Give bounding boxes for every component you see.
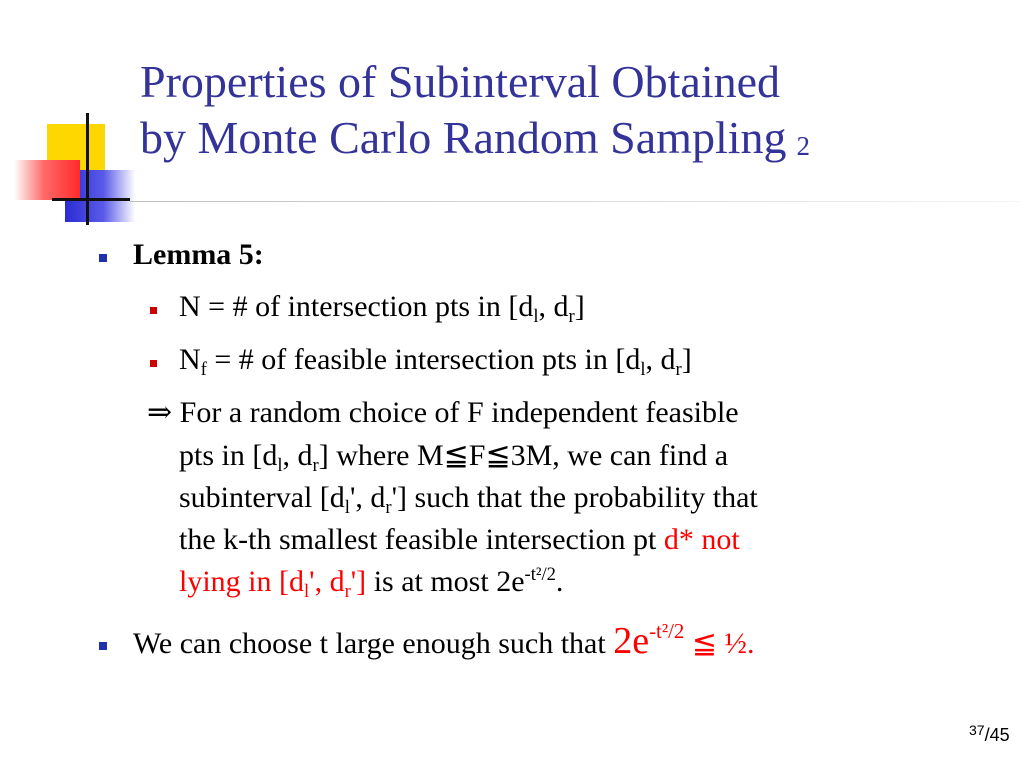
item2-sub-r: r	[675, 359, 682, 380]
page-total: /45	[984, 725, 1010, 745]
red-square	[14, 160, 80, 200]
title-underline	[130, 201, 1020, 202]
item2-end: ]	[681, 343, 692, 376]
vertical-rule	[86, 113, 89, 225]
implication-line-2	[179, 438, 728, 474]
title-suffix: 2	[796, 131, 811, 161]
implication-text-1: For a random choice of F independent feasible	[172, 396, 739, 429]
impl3-a: subinterval [d	[179, 481, 345, 514]
item1-sub-l: l	[533, 306, 539, 327]
page-number	[969, 722, 1010, 746]
page-current: 37	[969, 722, 985, 738]
item2-sub-f: f	[200, 359, 207, 380]
lemma-item-1	[179, 289, 585, 325]
lemma-heading: Lemma 5:	[133, 238, 264, 271]
impl3-sub-l: l	[344, 497, 350, 518]
formula-base: 2e	[613, 620, 650, 662]
impl5-b: is at most 2e	[366, 565, 525, 598]
impl2-a: pts in [d	[179, 439, 278, 472]
impl5-red-sub-l: l	[304, 581, 310, 602]
item1-end: ]	[574, 290, 585, 323]
impl5-red-b: ', d	[309, 565, 345, 598]
impl2-sub-l: l	[277, 455, 283, 476]
impl5-red-a: lying in [d	[179, 565, 304, 598]
item2-prefix: N	[179, 343, 201, 376]
item1-sub-r: r	[568, 306, 575, 327]
horizontal-rule	[52, 198, 130, 201]
title-line-2-text: by Monte Carlo Random Sampling	[140, 112, 787, 163]
conclusion-formula	[613, 620, 684, 662]
implication-line-3	[179, 480, 758, 516]
slide-title	[140, 54, 1000, 174]
corner-logo-decoration	[0, 0, 140, 230]
conclusion-text: We can choose t large enough such that	[133, 627, 614, 660]
title-line-2	[140, 110, 1000, 174]
sub-bullet-marker	[150, 360, 157, 367]
impl3-b: ', d	[349, 481, 386, 514]
impl5-sup: -t²/2	[524, 564, 556, 585]
item1-mid: , d	[538, 290, 569, 323]
title-line-1: Properties of Subinterval Obtained	[140, 56, 781, 107]
bullet-marker	[99, 642, 107, 650]
item2-text: = # of feasible intersection pts in [d	[206, 343, 641, 376]
impl2-sub-r: r	[312, 455, 319, 476]
sub-bullet-marker	[150, 307, 157, 314]
impl2-b: , d	[282, 439, 313, 472]
item2-mid: , d	[645, 343, 676, 376]
lemma-item-2	[179, 342, 692, 378]
impl4-red: d* not	[663, 523, 740, 556]
impl4-a: the k-th smallest feasible intersection pt	[179, 523, 664, 556]
formula-tail: ≦ ½.	[684, 627, 755, 660]
impl5-red-sub-r: r	[344, 581, 351, 602]
bullet-marker	[99, 254, 107, 262]
item2-sub-l: l	[640, 359, 646, 380]
conclusion-line	[133, 619, 755, 662]
formula-sup: -t²/2	[649, 619, 685, 643]
impl5-red-group	[179, 565, 367, 602]
implication-line-1	[147, 395, 739, 431]
impl2-c: ] where M≦F≦3M, we can find a	[318, 439, 729, 472]
impl5-end: .	[555, 565, 564, 598]
impl5-red-c: ']	[350, 565, 367, 598]
implication-line-5	[179, 564, 563, 600]
impl3-c: '] such that the probability that	[391, 481, 758, 514]
implication-line-4	[179, 522, 740, 558]
implies-symbol: ⇒	[147, 396, 173, 429]
impl3-sub-r: r	[385, 497, 392, 518]
item1-text: N = # of intersection pts in [d	[179, 290, 534, 323]
